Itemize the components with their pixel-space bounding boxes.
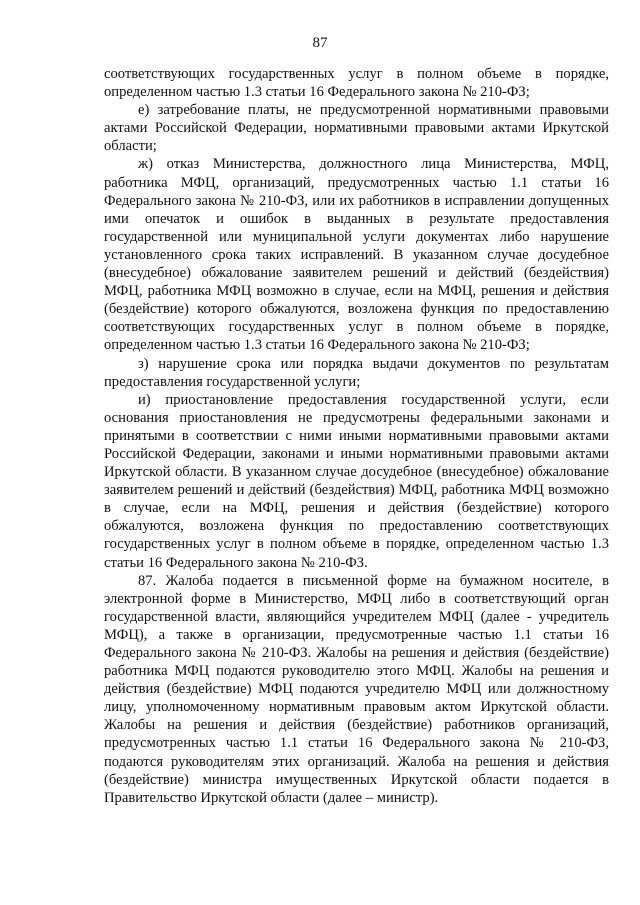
paragraph-item-zh: ж) отказ Министерства, должностного лица Министерства, МФЦ, работника МФЦ, организаций, предусмотренных частью 1.1 статьи 16 Федерального закона № 210-ФЗ, или их работников в исправлении допущенных ими опечаток и ошибок в выданных в результате предоставления государственной или муниципальной услуги документах либо нарушение установленного срока таких исправлений. В указанном случае досудебное (внесудебное) обжалование заявителем решений и действий (бездействия) МФЦ, работника МФЦ возможно в случае, если на МФЦ, решения и действия (бездействие) которого обжалуются, возложена функция по предоставлению соответствующих государственных услуг в полном объеме в порядке, определенном частью 1.3 статьи 16 Федерального закона № 210-ФЗ; <box>104 156 609 354</box>
paragraph-section-87: 87. Жалоба подается в письменной форме на бумажном носителе, в электронной форме в Министерство, МФЦ либо в соответствующий орган государственной власти, являющийся учредителем МФЦ (далее - учредитель МФЦ), а также в организации, предусмотренные частью 1.1 статьи 16 Федерального закона № 210-ФЗ. Жалобы на решения и действия (бездействие) работника МФЦ подаются руководителю этого МФЦ. Жалобы на решения и действия (бездействие) МФЦ подаются учредителю МФЦ или должностному лицу, уполномоченному нормативным правовым актом Иркутской области. Жалобы на решения и действия (бездействие) работников организаций, предусмотренных частью 1.1 статьи 16 Федерального закона № 210-ФЗ, подаются руководителям этих организаций. Жалоба на решения и действия (бездействие) министра имущественных Иркутской области подается в Правительство Иркутской области (далее – министр). <box>104 572 609 806</box>
paragraph-continuation: соответствующих государственных услуг в полном объеме в порядке, определенном частью 1.3 статьи 16 Федерального закона № 210-ФЗ; <box>104 66 609 101</box>
paragraph-item-e: е) затребование платы, не предусмотренной нормативными правовыми актами Российской Федерации, нормативными правовыми актами Иркутской области; <box>104 102 609 155</box>
document-body <box>104 65 609 807</box>
paragraph-item-z: з) нарушение срока или порядка выдачи документов по результатам предоставления государственной услуги; <box>104 355 609 390</box>
page-number: 87 <box>312 35 328 51</box>
paragraph-item-i: и) приостановление предоставления государственной услуги, если основания приостановления не предусмотрены федеральными законами и принятыми в соответствии с ними иными нормативными правовыми актами Российской Федерации, законами и иными нормативными правовыми актами Иркутской области. В указанном случае досудебное (внесудебное) обжалование заявителем решений и действий (бездействия) МФЦ, работника МФЦ возможно в случае, если на МФЦ, решения и действия (бездействие) которого обжалуются, возложена функция по предоставлению соответствующих государственных услуг в полном объеме в порядке, определенном частью 1.3 статьи 16 Федерального закона № 210-ФЗ. <box>104 391 609 571</box>
